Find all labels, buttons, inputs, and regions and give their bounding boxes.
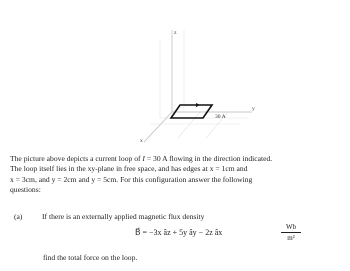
y-axis-label: y <box>252 106 255 112</box>
current-symbol: I <box>142 154 145 163</box>
paragraph-line-1 <box>10 154 344 164</box>
current-label: 30 A <box>215 114 226 120</box>
unit-numerator: Wb <box>281 223 301 233</box>
paragraph-line-2: The loop itself lies in the xy-plane in free space, and has edges at x = 1cm and <box>10 164 248 174</box>
x-axis-label: x <box>140 138 143 144</box>
unit-denominator: m² <box>287 234 295 242</box>
question-a-task: find the total force on the loop. <box>43 253 138 262</box>
question-a-text: If there is an externally applied magnetic flux density <box>42 212 205 221</box>
problem-paragraph <box>10 154 344 196</box>
question-a-label: (a) <box>14 212 23 221</box>
current-loop <box>171 105 212 118</box>
current-direction-arrow <box>196 103 200 107</box>
z-axis-label: z <box>174 30 177 36</box>
paragraph-line-1-end: = 30 A flowing in the direction indicated. <box>144 154 273 163</box>
flux-density-unit <box>281 223 301 242</box>
paragraph-line-4: questions: <box>10 185 41 195</box>
paragraph-line-1-start: The picture above depicts a current loop of <box>10 154 143 163</box>
flux-density-equation: B⃗ = −3x âz + 5y ây − 2z âx <box>135 228 223 237</box>
x-axis <box>144 112 172 142</box>
paragraph-line-3: x = 3cm, and y = 2cm and y = 5cm. For this configuration answer the following <box>10 174 253 184</box>
